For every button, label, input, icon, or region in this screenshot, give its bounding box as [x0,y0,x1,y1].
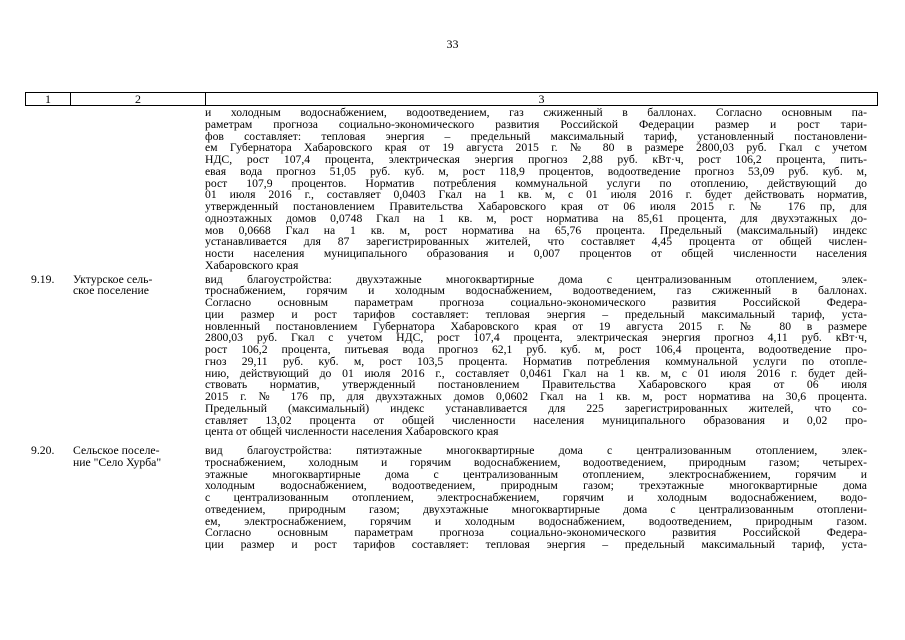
settlement-name [70,274,205,439]
text-line: 2800,03 руб. Гкал с учетом НДС, рост 107,4 процента, электрическая энергия прогноз 4,11 руб. кВт·ч, [205,331,867,345]
text-line: этажные многоквартирные дома с централизованным отоплением, электроснабжением, горячим и [205,467,867,481]
text-line: Согласно основным параметрам прогноза социально-экономического развития Российской Федера- [205,296,867,309]
text-line: новленный постановлением Губернатора Хабаровского края от 19 августа 2015 г. № 80 в размере [205,319,867,333]
row-number: 9.20. [31,444,55,457]
text-line: 2015 г. № 176 пр, для двухэтажных домов 0,0602 Гкал на 1 кв. м, рост норматива на 30,6 процента. [205,390,867,403]
settlement-name-line: Уктурское сель- [73,272,153,286]
table-header-col-2: 2 [71,93,206,105]
table-header-col-1: 1 [26,93,71,105]
text-line: гноз 29,11 руб. куб. м, рост 103,5 процента. Норматив потребления коммунальной услуги по отопле- [205,354,867,368]
text-line: раметрам прогноза социально-экономического развития Российской Федерации размер и рост тари- [205,117,867,131]
text-line: евая вода прогноз 51,05 руб. куб. м, рост 118,9 процентов, водоотведение прогноз 53,09 руб. куб. м, [205,164,867,178]
text-line: Хабаровского края [205,258,299,272]
text-line: с централизованным отоплением, электроснабжением, горячим и холодным водоснабжением, водо- [205,491,867,504]
table-row [25,107,878,272]
settlement-name [70,107,205,272]
text-line: ствовать норматив, утвержденный постановлением Правительства Хабаровского края от 06 июля [205,378,867,392]
text-line: НДС, рост 107,4 процента, электрическая энергия прогноз 2,88 руб. кВт·ч, рост 106,2 процента, пить- [205,153,867,166]
description-text [205,445,867,551]
row-number: 9.19. [31,272,55,286]
text-line: мов 0,0668 Гкал на 1 кв. м, рост норматива на 65,76 процента. Предельный (максимальный) индекс [205,223,867,237]
settlement-name-line: ское поселение [73,284,149,298]
settlement-name-line: ние "Село Хурба" [73,455,162,469]
text-line: Предельный (максимальный) индекс устанавливается для 225 зарегистрированных жителей, что со- [205,401,867,415]
text-line: цента от общей численности населения Хабаровского края [205,425,499,439]
table-body [25,107,878,551]
text-line: ции размер и рост тарифов составляет: тепловая энергия – предельный максимальный тариф, уста- [205,307,867,321]
text-line: нию, действующий до 01 июля 2016 г., составляет 0,0461 Гкал на 1 кв. м, с 01 июля 2016 г. будет дей- [205,366,867,380]
table-header-col-3: 3 [538,92,545,106]
table-row [25,274,878,439]
text-line: отведением, природным газом; двухэтажные многоквартирные дома с централизованным отоплени- [205,502,867,516]
settlement-name [70,445,205,551]
row-number [25,107,70,272]
description-text [205,274,867,439]
text-line: вид благоустройства: пятиэтажные многоквартирные дома с централизованным отоплением, элек- [205,444,867,457]
text-line: вид благоустройства: двухэтажные многоквартирные дома с централизованным отоплением, элек- [205,272,867,286]
text-line: рост 107,9 процентов. Норматив потребления коммунальной услуги по отоплению, действующий до [205,176,867,190]
text-line: троснабжением, горячим и холодным водоснабжением, водоотведением, газ сжиженный в баллонах. [205,284,867,298]
text-line: 01 июля 2016 г., составляет 0,0403 Гкал на 1 кв. м, с 01 июля 2016 г. будет действовать норматив, [205,188,867,202]
text-line: устанавливается для 87 зарегистрированных жителей, что составляет 4,45 процента от общей числен- [205,235,867,249]
text-line: фов составляет: тепловая энергия – предельный максимальный тариф, установленный постановлени- [205,129,867,143]
text-line: ем Губернатора Хабаровского края от 19 августа 2015 г. № 80 в размере 2800,03 руб. Гкал с учетом [205,141,867,155]
text-line: ции размер и рост тарифов составляет: тепловая энергия – предельный максимальный тариф, уста- [205,538,867,551]
text-line: утвержденный постановлением Правительства Хабаровского края от 06 июля 2015 г. № 176 пр, для [205,200,867,213]
text-line: и холодным водоснабжением, водоотведением, газ сжиженный в баллонах. Согласно основным па- [205,106,867,119]
settlement-name-line: Сельское поселе- [73,444,160,457]
text-line: троснабжением, холодным и горячим водоснабжением, водоотведением, природным газом; четырех- [205,455,867,469]
table-header [25,92,878,106]
text-line: ности населения муниципального образования и 0,007 процентов от общей численности населения [205,247,867,260]
text-line: ставляет 13,02 процента от общей численности населения муниципального образования и 0,02 про- [205,413,867,427]
text-line: Согласно основным параметрам прогноза социально-экономического развития Российской Федера- [205,526,867,540]
text-line: ем, электроснабжением, горячим и холодным водоснабжением, водоотведением, природным газом. [205,514,867,528]
page-number: 33 [446,37,459,51]
text-line: одноэтажных домов 0,0748 Гкал на 1 кв. м, рост норматива на 85,61 процента, для двухэтажных до- [205,211,867,225]
text-line: холодным водоснабжением, водоотведением, природным газом; трехэтажные многоквартирные дома [205,479,867,493]
table-row [25,445,878,551]
text-line: рост 106,2 процента, питьевая вода прогноз 62,1 руб. куб. м, рост 106,4 процента, водоотведение про- [205,343,867,356]
description-text [205,107,867,272]
